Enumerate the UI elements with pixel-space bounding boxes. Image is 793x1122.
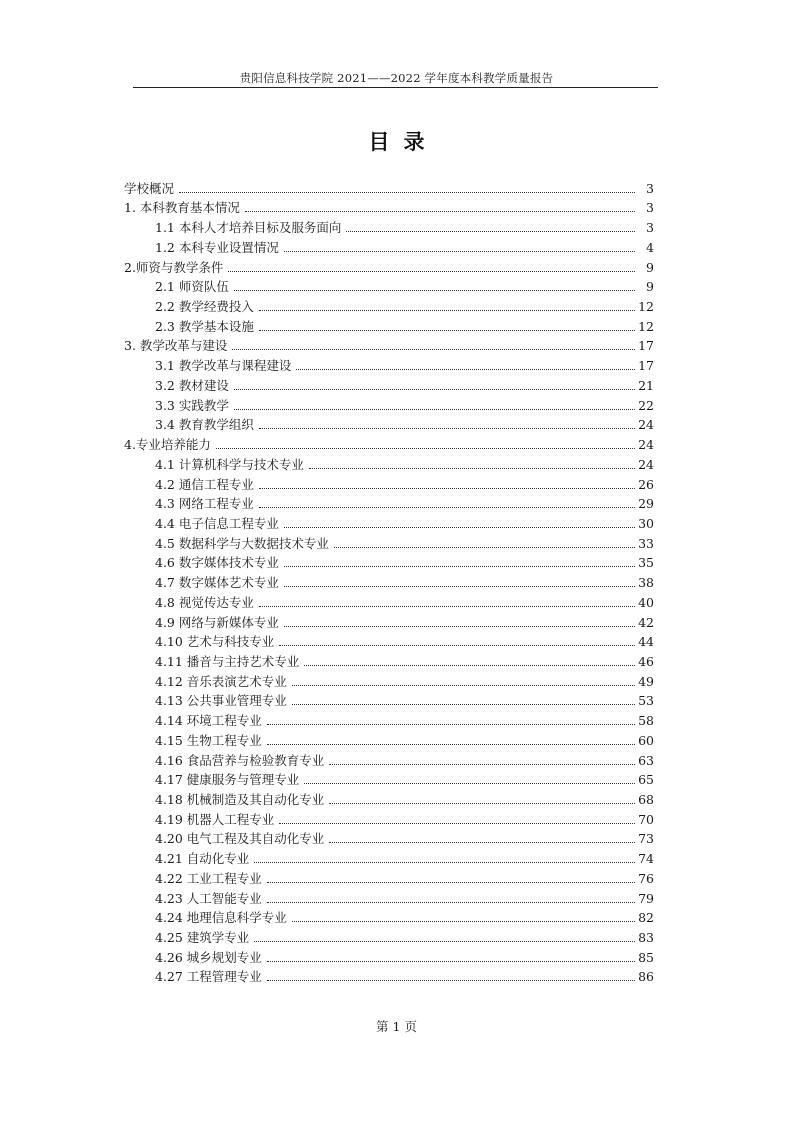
toc-entry-page: 63	[638, 752, 654, 768]
toc-entry-page: 53	[638, 693, 654, 709]
toc-entry-label: 1.1 本科人才培养目标及服务面向	[155, 220, 342, 236]
toc-entry-label: 4.1 计算机科学与技术专业	[155, 456, 304, 472]
toc-leader-dots	[267, 743, 635, 745]
toc-entry[interactable]	[0, 294, 793, 314]
toc-entry-page: 70	[638, 811, 654, 827]
toc-leader-dots	[279, 822, 635, 824]
toc-entry[interactable]	[0, 708, 793, 728]
toc-leader-dots	[296, 368, 635, 370]
toc-entry-label: 3.4 教育教学组织	[155, 417, 254, 433]
toc-entry-page: 65	[638, 772, 654, 788]
toc-entry[interactable]	[0, 472, 793, 492]
toc-entry-label: 4.23 人工智能专业	[155, 890, 262, 906]
toc-entry-page: 12	[638, 318, 654, 334]
toc-entry-page: 24	[638, 437, 654, 453]
toc-entry[interactable]	[0, 452, 793, 472]
toc-entry-page: 24	[638, 417, 654, 433]
toc-entry-page: 17	[638, 338, 654, 354]
toc-entry-page: 12	[638, 299, 654, 315]
toc-leader-dots	[216, 447, 635, 449]
toc-leader-dots	[234, 388, 635, 390]
toc-entry-page: 29	[638, 496, 654, 512]
toc-entry-label: 4.15 生物工程专业	[155, 732, 262, 748]
toc-entry-label: 4.10 艺术与科技专业	[155, 634, 275, 650]
toc-leader-dots	[234, 289, 635, 291]
toc-leader-dots	[259, 605, 635, 607]
header-rule	[133, 87, 658, 88]
toc-leader-dots	[292, 920, 635, 922]
toc-entry[interactable]	[0, 413, 793, 433]
toc-entry[interactable]	[0, 275, 793, 295]
toc-entry-page: 58	[638, 713, 654, 729]
toc-entry-page: 24	[638, 456, 654, 472]
toc-entry[interactable]	[0, 925, 793, 945]
toc-entry-label: 3.3 实践教学	[155, 397, 229, 413]
toc-entry-page: 30	[638, 515, 654, 531]
toc-leader-dots	[267, 881, 635, 883]
toc-entry[interactable]	[0, 846, 793, 866]
toc-leader-dots	[259, 487, 635, 489]
toc-entry[interactable]	[0, 886, 793, 906]
toc-entry[interactable]	[0, 215, 793, 235]
toc-leader-dots	[259, 309, 635, 311]
toc-entry[interactable]	[0, 787, 793, 807]
toc-entry[interactable]	[0, 235, 793, 255]
toc-leader-dots	[284, 526, 635, 528]
toc-leader-dots	[267, 979, 635, 981]
toc-leader-dots	[284, 625, 635, 627]
page-number: 第 1 页	[376, 1019, 417, 1034]
toc-entry-label: 3.2 教材建设	[155, 377, 229, 393]
toc-entry-page: 46	[638, 653, 654, 669]
toc-entry-page: 9	[646, 259, 654, 275]
toc-entry-page: 38	[638, 575, 654, 591]
toc-entry[interactable]	[0, 551, 793, 571]
toc-leader-dots	[228, 270, 635, 272]
toc-leader-dots	[254, 940, 635, 942]
toc-leader-dots	[329, 763, 635, 765]
toc-entry[interactable]	[0, 965, 793, 985]
toc-entry-page: 82	[638, 910, 654, 926]
toc-entry-label: 1.2 本科专业设置情况	[155, 239, 279, 255]
toc-entry[interactable]	[0, 353, 793, 373]
toc-entry[interactable]	[0, 196, 793, 216]
toc-entry-page: 21	[638, 377, 654, 393]
toc-entry[interactable]	[0, 511, 793, 531]
toc-entry-page: 26	[638, 476, 654, 492]
toc-entry-label: 4.22 工业工程专业	[155, 870, 262, 886]
toc-entry-label: 1. 本科教育基本情况	[124, 200, 240, 216]
toc-entry-page: 9	[646, 279, 654, 295]
toc-leader-dots	[267, 960, 635, 962]
toc-entry[interactable]	[0, 373, 793, 393]
toc-entry[interactable]	[0, 314, 793, 334]
toc-entry-page: 76	[638, 870, 654, 886]
toc-entry[interactable]	[0, 610, 793, 630]
toc-leader-dots	[267, 901, 635, 903]
toc-entry-label: 4.2 通信工程专业	[155, 476, 254, 492]
toc-entry-page: 49	[638, 673, 654, 689]
toc-entry[interactable]	[0, 492, 793, 512]
toc-entry-page: 17	[638, 358, 654, 374]
toc-entry-label: 4.11 播音与主持艺术专业	[155, 653, 300, 669]
toc-leader-dots	[292, 703, 635, 705]
toc-leader-dots	[179, 191, 635, 193]
toc-entry-label: 2.3 教学基本设施	[155, 318, 254, 334]
toc-entry-page: 44	[638, 634, 654, 650]
toc-entry[interactable]	[0, 669, 793, 689]
toc-entry-label: 4.7 数字媒体艺术专业	[155, 575, 279, 591]
toc-leader-dots	[234, 408, 635, 410]
toc-entry-page: 4	[646, 239, 654, 255]
toc-entry-page: 60	[638, 732, 654, 748]
toc-entry-label: 4.5 数据科学与大数据技术专业	[155, 535, 329, 551]
toc-leader-dots	[259, 329, 635, 331]
toc-entry-label: 4.3 网络工程专业	[155, 496, 254, 512]
toc-entry-page: 83	[638, 930, 654, 946]
toc-entry-label: 4.27 工程管理专业	[155, 969, 262, 985]
toc-entry-page: 68	[638, 792, 654, 807]
toc-entry[interactable]	[0, 176, 793, 196]
toc-leader-dots	[279, 644, 635, 646]
toc-entry-page: 3	[646, 200, 654, 216]
toc-entry-page: 86	[638, 969, 654, 985]
toc-entry-page: 40	[638, 594, 654, 610]
toc-entry[interactable]	[0, 728, 793, 748]
toc-entry-label: 2.1 师资队伍	[155, 279, 229, 295]
toc-entry-label: 4.26 城乡规划专业	[155, 949, 262, 965]
toc-leader-dots	[232, 348, 635, 350]
toc-entry[interactable]	[0, 432, 793, 452]
toc-entry-label: 4.19 机器人工程专业	[155, 811, 275, 827]
toc-entry-label: 4.4 电子信息工程专业	[155, 515, 279, 531]
toc-entry[interactable]	[0, 649, 793, 669]
table-of-contents	[0, 176, 793, 984]
toc-entry-label: 4.24 地理信息科学专业	[155, 910, 287, 926]
toc-entry-label: 4.20 电气工程及其自动化专业	[155, 831, 325, 847]
toc-entry[interactable]	[0, 827, 793, 847]
toc-entry[interactable]	[0, 590, 793, 610]
toc-entry[interactable]	[0, 393, 793, 413]
toc-entry[interactable]	[0, 945, 793, 965]
toc-entry-label: 4.13 公共事业管理专业	[155, 693, 287, 709]
toc-entry-page: 85	[638, 949, 654, 965]
toc-entry-label: 4.16 食品营养与检验教育专业	[155, 752, 325, 768]
toc-entry-page: 33	[638, 535, 654, 551]
toc-leader-dots	[309, 467, 635, 469]
toc-entry[interactable]	[0, 748, 793, 768]
toc-entry-page: 3	[646, 180, 654, 196]
toc-leader-dots	[346, 230, 635, 232]
toc-leader-dots	[329, 802, 635, 804]
toc-entry-page: 3	[646, 220, 654, 236]
toc-entry[interactable]	[0, 630, 793, 650]
toc-entry-page: 22	[638, 397, 654, 413]
toc-entry-page: 35	[638, 555, 654, 571]
toc-entry-label: 4.25 建筑学专业	[155, 930, 250, 946]
toc-leader-dots	[259, 506, 635, 508]
toc-entry-label: 4.18 机械制造及其自动化专业	[155, 792, 325, 807]
toc-entry-label: 4.9 网络与新媒体专业	[155, 614, 279, 630]
toc-leader-dots	[304, 664, 635, 666]
toc-entry-page: 42	[638, 614, 654, 630]
toc-entry[interactable]	[0, 689, 793, 709]
toc-entry[interactable]	[0, 334, 793, 354]
toc-entry[interactable]	[0, 768, 793, 788]
toc-entry-label: 4.6 数字媒体技术专业	[155, 555, 279, 571]
toc-leader-dots	[284, 585, 635, 587]
toc-entry-page: 74	[638, 851, 654, 867]
toc-entry-label: 2.2 教学经费投入	[155, 299, 254, 315]
toc-entry-label: 3. 教学改革与建设	[124, 338, 228, 354]
running-header: 贵阳信息科技学院 2021——2022 学年度本科教学质量报告	[239, 71, 554, 85]
toc-entry-page: 79	[638, 890, 654, 906]
toc-entry-label: 4.专业培养能力	[124, 437, 211, 453]
toc-entry-label: 4.21 自动化专业	[155, 851, 250, 867]
toc-leader-dots	[267, 723, 635, 725]
toc-entry[interactable]	[0, 531, 793, 551]
toc-entry-label: 4.8 视觉传达专业	[155, 594, 254, 610]
toc-entry-page: 73	[638, 831, 654, 847]
toc-entry[interactable]	[0, 255, 793, 275]
toc-leader-dots	[284, 250, 635, 252]
toc-leader-dots	[329, 841, 635, 843]
toc-entry[interactable]	[0, 570, 793, 590]
toc-title: 目录	[368, 129, 439, 154]
toc-leader-dots	[254, 861, 635, 863]
toc-entry-label: 2.师资与教学条件	[124, 259, 224, 275]
toc-leader-dots	[259, 427, 635, 429]
toc-entry-label: 4.17 健康服务与管理专业	[155, 772, 300, 788]
toc-leader-dots	[292, 684, 635, 686]
toc-entry[interactable]	[0, 906, 793, 926]
toc-entry[interactable]	[0, 807, 793, 827]
toc-leader-dots	[334, 546, 635, 548]
toc-entry-label: 3.1 教学改革与课程建设	[155, 358, 292, 374]
toc-entry-label: 4.12 音乐表演艺术专业	[155, 673, 287, 689]
toc-leader-dots	[304, 782, 635, 784]
toc-leader-dots	[284, 565, 635, 567]
toc-entry[interactable]	[0, 866, 793, 886]
toc-entry-label: 学校概况	[124, 180, 175, 196]
toc-leader-dots	[245, 210, 635, 212]
toc-entry-label: 4.14 环境工程专业	[155, 713, 262, 729]
